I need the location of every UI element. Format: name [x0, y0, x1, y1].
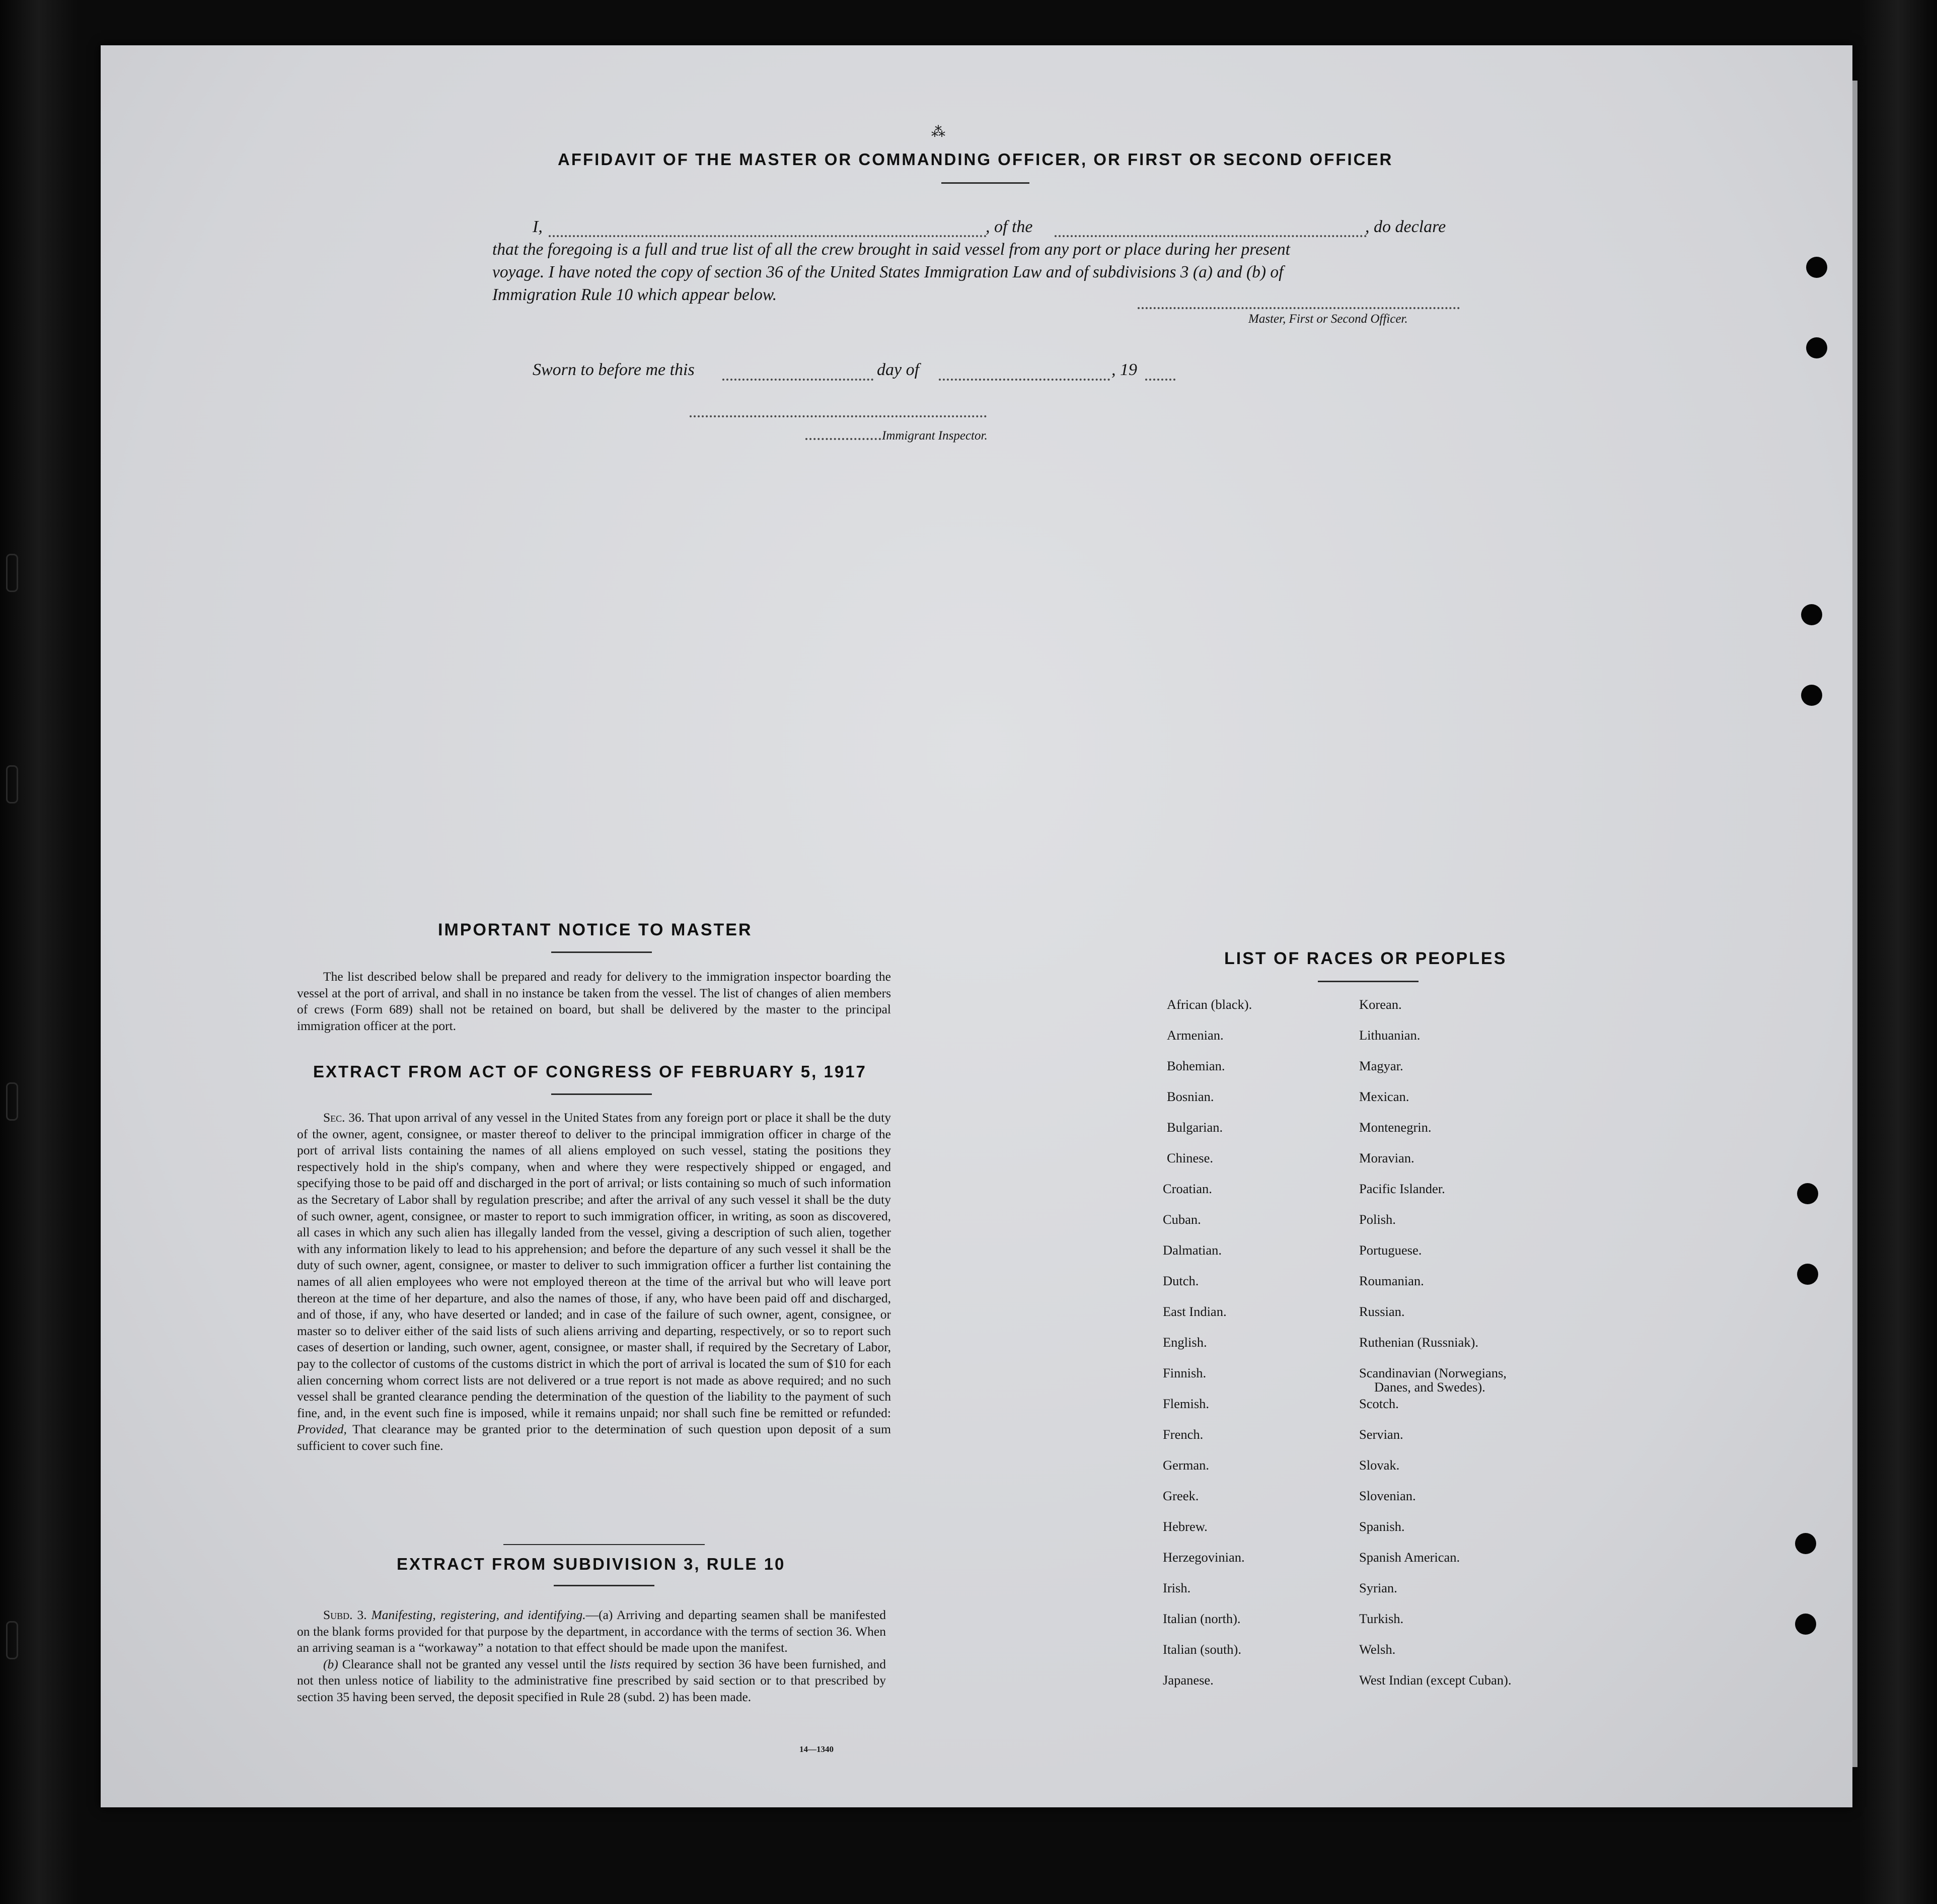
sworn-day-line[interactable]	[722, 379, 873, 381]
vessel-name-line[interactable]	[1055, 235, 1367, 237]
extract-act-rule	[551, 1093, 652, 1095]
printer-mark: ⁂	[931, 124, 945, 140]
race-item: Ruthenian (Russniak).	[1359, 1335, 1478, 1350]
punch-hole	[1795, 1533, 1816, 1554]
day-of-text: day of	[877, 360, 920, 379]
race-item: Roumanian.	[1359, 1273, 1424, 1288]
left-edge-hole	[6, 1082, 18, 1121]
punch-hole	[1801, 685, 1822, 706]
inspector-signature-line-2[interactable]	[805, 438, 881, 440]
page-edge	[1852, 81, 1857, 1767]
affidavit-i: I,	[533, 217, 543, 236]
punch-hole	[1806, 337, 1827, 358]
sworn-text: Sworn to before me this	[533, 360, 695, 379]
extract-rule-title: EXTRACT FROM SUBDIVISION 3, RULE 10	[397, 1555, 786, 1573]
affidavit-line-4: Immigration Rule 10 which appear below.	[492, 285, 777, 304]
notice-paragraph: The list described below shall be prepared and ready for delivery to the immigration inspector boarding the vessel at the port of arrival, and shall in no instance be taken from the vessel. The list of changes of alien members of crews (Form 689) shall not be retained on board, but shall be delivered by the master to the principal immigration officer at the port.	[297, 969, 891, 1033]
race-item: Cuban.	[1163, 1212, 1201, 1227]
subdivision-title: Manifesting, registering, and identifying.	[371, 1607, 586, 1622]
section-36-text-end: That clearance may be granted prior to the determination of such question upon deposit of a sum sufficient to cover such fine.	[297, 1422, 891, 1453]
provided-text: Provided,	[297, 1422, 347, 1437]
race-item: West Indian (except Cuban).	[1359, 1672, 1512, 1688]
race-item: French.	[1163, 1427, 1204, 1442]
form-number: 14—1340	[799, 1744, 834, 1754]
race-item: Slovak.	[1359, 1457, 1400, 1473]
extract-act-text	[297, 1110, 891, 1454]
race-item: Flemish.	[1163, 1396, 1210, 1411]
race-item: Turkish.	[1359, 1611, 1404, 1626]
race-item: East Indian.	[1163, 1304, 1227, 1319]
race-item: Russian.	[1359, 1304, 1405, 1319]
race-item: Irish.	[1163, 1580, 1191, 1595]
notice-title: IMPORTANT NOTICE TO MASTER	[438, 920, 753, 939]
sworn-year-line[interactable]	[1145, 379, 1175, 381]
punch-hole	[1801, 604, 1822, 625]
clause-b-lists: lists	[610, 1656, 631, 1671]
inspector-label: Immigrant Inspector.	[882, 429, 988, 443]
race-item: Spanish.	[1359, 1519, 1405, 1534]
race-item: Slovenian.	[1359, 1488, 1416, 1503]
clause-a-text: —(a) Arriving and departing seamen shall be manifested on the blank forms provided for that purpose by the department, in accordance with the terms of section 36. When an arriving seaman is a “workaway” a notation to that effect should be made upon the manifest.	[297, 1607, 886, 1655]
race-item: Bohemian.	[1167, 1058, 1225, 1073]
race-item: Italian (south).	[1163, 1642, 1242, 1657]
race-item: Montenegrin.	[1359, 1120, 1432, 1135]
race-item: Portuguese.	[1359, 1242, 1422, 1258]
clause-b-text-2: required by section 36 have been furnished, and not then unless notice of liability to the administrative fine prescribed by said section or to that prescribed by section 35 having been served, the deposit specified in Rule 28 (subd. 2) has been made.	[297, 1656, 886, 1704]
race-item: Welsh.	[1359, 1642, 1396, 1657]
affidavit-line-2: that the foregoing is a full and true list of all the crew brought in said vessel from any port or place during her present	[492, 240, 1290, 259]
race-item: Scandinavian (Norwegians,	[1359, 1365, 1507, 1380]
race-item: Hebrew.	[1163, 1519, 1208, 1534]
race-item: Pacific Islander.	[1359, 1181, 1445, 1196]
race-item: Spanish American.	[1359, 1550, 1460, 1565]
affidavit-declare: , do declare	[1365, 217, 1446, 236]
race-item: Mexican.	[1359, 1089, 1409, 1104]
left-edge-hole	[6, 765, 18, 803]
race-item: Moravian.	[1359, 1150, 1414, 1165]
race-item: Polish.	[1359, 1212, 1396, 1227]
punch-hole	[1806, 257, 1827, 278]
race-item: Korean.	[1359, 997, 1402, 1012]
punch-hole	[1795, 1614, 1816, 1635]
sworn-month-line[interactable]	[939, 379, 1110, 381]
race-item: Chinese.	[1167, 1150, 1213, 1165]
section-divider	[503, 1544, 705, 1545]
master-name-line[interactable]	[549, 235, 987, 237]
extract-rule-rule	[554, 1585, 654, 1586]
race-item: Servian.	[1359, 1427, 1403, 1442]
race-item: Herzegovinian.	[1163, 1550, 1245, 1565]
document-page	[101, 45, 1852, 1807]
race-item: Italian (north).	[1163, 1611, 1241, 1626]
race-item: English.	[1163, 1335, 1207, 1350]
section-label: Sec. 36.	[323, 1110, 365, 1125]
race-item: Finnish.	[1163, 1365, 1207, 1380]
race-item: Magyar.	[1359, 1058, 1403, 1073]
clause-b-label: (b)	[323, 1656, 338, 1671]
clause-b-text-1: Clearance shall not be granted any vessel until the	[342, 1656, 606, 1671]
title-rule	[941, 182, 1029, 184]
punch-hole	[1797, 1183, 1818, 1204]
master-signature-line[interactable]	[1138, 307, 1460, 309]
race-item: German.	[1163, 1457, 1209, 1473]
races-list	[1163, 997, 1576, 1702]
race-item: Danes, and Swedes).	[1374, 1379, 1485, 1395]
section-36-text: That upon arrival of any vessel in the United States from any foreign port or place it shall be the duty of the owner, agent, consignee, or master thereof to deliver to the principal immigration officer in charge of the port of arrival lists containing the names of all aliens employed on such vessel, stating the positions they respectively hold in the ship's company, when and where they were respectively shipped or engaged, and specifying those to be paid off and discharged in the port of arrival; or lists containing so much of such information as the Secretary of Labor shall by regulation prescribe; and after the arrival of any such vessel it shall be the duty of such owner, agent, consignee, or master to report to such immigration officer, in writing, as soon as discovered, all cases in which any such alien has illegally landed from the vessel, giving a description of such alien, together with any information likely to lead to his apprehension; and before the departure of any such vessel it shall be the duty of such owner, agent, consignee, or master to deliver to such immigration officer a further list containing the names of all alien employees who were not employed thereon at the time of the arrival but who will leave port thereon at the time of her departure, and also the names of those, if any, who have been paid off and discharged, and of those, if any, who have deserted or landed; and in case of the failure of such owner, agent, consignee, or master so to deliver either of the said lists of such aliens arriving and departing, respectively, or so to report such cases of desertion or landing, such owner, agent, consignee, or master shall, if required by the Secretary of Labor, pay to the collector of customs of the customs district in which the port of arrival is located the sum of $10 for each alien concerning whom correct lists are not delivered or a true report is not made as above required; and no such vessel shall be granted clearance pending the determination of the question of the liability to the payment of such fine, and, in the event such fine is imposed, while it remains unpaid; nor shall such fine be remitted or refunded:	[297, 1110, 891, 1420]
affidavit-title: AFFIDAVIT OF THE MASTER OR COMMANDING OFFICER, OR FIRST OR SECOND OFFICER	[558, 150, 1393, 169]
affidavit-line-3: voyage. I have noted the copy of section 36 of the United States Immigration Law and of subdivisions 3 (a) and (b) of	[492, 263, 1284, 281]
inspector-signature-line-1[interactable]	[690, 415, 987, 417]
race-item: Japanese.	[1163, 1672, 1214, 1688]
races-title: LIST OF RACES OR PEOPLES	[1224, 949, 1507, 968]
left-edge-hole	[6, 1621, 18, 1659]
year-text: , 19	[1111, 360, 1137, 379]
race-item: Dutch.	[1163, 1273, 1199, 1288]
race-item: Croatian.	[1163, 1181, 1212, 1196]
race-item: Scotch.	[1359, 1396, 1399, 1411]
race-item: Lithuanian.	[1359, 1028, 1421, 1043]
race-item: Bulgarian.	[1167, 1120, 1223, 1135]
race-item: Syrian.	[1359, 1580, 1397, 1595]
race-item: Dalmatian.	[1163, 1242, 1222, 1258]
race-item: African (black).	[1167, 997, 1252, 1012]
race-item: Armenian.	[1167, 1028, 1224, 1043]
races-rule	[1318, 981, 1419, 982]
left-edge-hole	[6, 554, 18, 592]
extract-rule-text	[297, 1607, 886, 1706]
punch-hole	[1797, 1264, 1818, 1285]
subdivision-label: Subd. 3.	[323, 1607, 367, 1622]
master-signature-label: Master, First or Second Officer.	[1248, 312, 1408, 326]
notice-rule	[551, 951, 652, 953]
race-item: Bosnian.	[1167, 1089, 1214, 1104]
race-item: Greek.	[1163, 1488, 1199, 1503]
notice-text	[297, 969, 891, 1034]
extract-act-title: EXTRACT FROM ACT OF CONGRESS OF FEBRUARY 5, 1917	[313, 1062, 867, 1081]
affidavit-of-the: , of the	[986, 217, 1033, 236]
